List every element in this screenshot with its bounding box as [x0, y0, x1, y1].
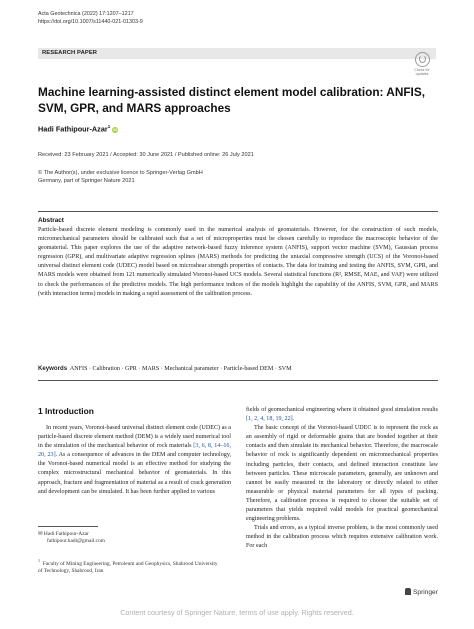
author-name[interactable]: Hadi Fathipour-Azar: [38, 124, 108, 134]
journal-info: [38, 10, 143, 26]
springer-horse-icon: [405, 588, 411, 595]
footnote-rule: [38, 526, 98, 527]
affiliation-sup: 1: [38, 558, 40, 563]
intro-paragraph-continued: [246, 406, 438, 424]
abstract-bottom-rule: [38, 380, 438, 381]
corr-author-name: Hadi Fathipour-Azar: [43, 531, 89, 537]
intro-p0-text-b: .: [292, 416, 295, 423]
keywords-line: [38, 365, 438, 372]
affiliation-text: Faculty of Mining Engineering, Petroleum and Geophysics, Shahrood University of Technology, Shahrood, Iran: [38, 560, 218, 575]
copyright-line2: Germany, part of Springer Nature 2021: [38, 177, 135, 184]
abstract-top-rule: [38, 211, 438, 212]
journal-citation: Acta Geotechnica (2022) 17:1207–1217: [38, 11, 134, 17]
corresponding-author-footnote: [38, 531, 105, 546]
intro-paragraph-3: Trials and errors, as a typical inverse problem, is the most commonly used method in the calibration process which requires extensive calibration work. For each: [246, 525, 438, 550]
intro-paragraph-1: [38, 424, 231, 497]
citation-link[interactable]: [3, 6, 8, 14–16, 20, 23]: [38, 443, 231, 459]
badge-line2: updates: [415, 72, 429, 77]
corr-author-email[interactable]: fathipour.hadi@gmail.com: [47, 538, 105, 545]
keywords-label: Keywords: [38, 365, 68, 372]
left-column: [38, 424, 231, 497]
copyright-line1: © The Author(s), under exclusive licence to Springer-Verlag GmbH: [38, 170, 203, 176]
badge-line1: Check for: [414, 68, 430, 72]
citation-link[interactable]: [1, 2, 4, 18, 19, 22]: [246, 416, 293, 423]
orcid-icon[interactable]: iD: [113, 126, 118, 132]
paper-title: Machine learning-assisted distinct element model calibration: ANFIS, SVM, GPR, and MARS approaches: [38, 85, 425, 115]
publisher-logo: [405, 588, 438, 596]
author-line: [38, 124, 118, 133]
affiliation-footnote: [38, 557, 223, 576]
check-for-updates-icon: [415, 52, 430, 67]
section-heading-introduction: 1 Introduction: [38, 406, 94, 416]
abstract-body: Particle-based discrete element modeling is commonly used in the numerical analysis of geomaterials. However, for the construction of such models, micromechanical parameters should be calibrated such that a set of microproperties must be chosen carefully to reproduce the macroscopic behavior of the geomaterial. This paper explores the use of the adaptive network-based fuzzy inference system (ANFIS), support vector machine (SVM), Gaussian process regression (GPR), and multivariate adaptive regression splines (MARS) methods for predicting the uniaxial compressive strength (UCS) of the Voronoi-based universal distinct element code (UDEC) model based on microshear strength properties of contacts. The data for training and testing the ANFIS, SVM, GPR, and MARS models were obtained from 121 numerically simulated Voronoi-based UCS models. Several statistical functions (R², RMSE, MAE, and VAF) were utilized to check the performances of the predictive models. The high performance indices of the models highlight the capability of the ANFIS, SVM, GPR, and MARS (with interaction terms) models in making a rapid assessment of the calibration process.: [38, 227, 438, 297]
intro-paragraph-2: The basic concept of the Voronoi-based UDEC is to represent the rock as an assembly of rigid or deformable grains that are bonded together at their contacts and then simulate its mechanical behavior. Therefore, the macroscale behavior of rock is significantly dependent on micromechanical properties including particles, their contacts, and defined interaction constitute law between particles. These microscale parameters, generally, are unknown and cannot be easily measured in the laboratory or directly related to either measurable or physical material parameters for all types of packing. Therefore, a calibration process is required to choose the suitable set of parameters that yields required valid models for practical geomechanical engineering problems.: [246, 425, 438, 523]
doi-link[interactable]: https://doi.org/10.1007/s11440-021-01303-9: [38, 19, 143, 25]
copyright-notice: [38, 170, 203, 185]
intro-p0-text-a: fields of geomechanical engineering where it obtained good simulation results: [246, 407, 438, 413]
intro-p1-text-b: . As a consequence of advances in the DEM and computer technology, the Voronoi-based numerical model is an effective method for studying the complex microstructural mechanical behavior of geomaterials. In this approach, fracture and fragmentation of material as a result of crack generation and development can be simulated. It has been further applied to various: [38, 452, 232, 495]
section-banner-label: RESEARCH PAPER: [42, 49, 98, 56]
abstract-heading: Abstract: [38, 217, 64, 224]
keywords-text: ANFIS · Calibration · GPR · MARS · Mechanical parameter · Particle-based DEM · SVM: [69, 366, 292, 372]
author-affiliation-sup: 1: [107, 124, 111, 129]
intro-p1-text-a: In recent years, Voronoi-based universal distinct element code (UDEC) as a particle-based discrete element method (DEM) is a widely used numerical tool in the simulation of the mechanical behavior of rock materials: [38, 425, 231, 450]
right-column: [246, 406, 438, 552]
courtesy-notice: Content courtesy of Springer Nature, terms of use apply. Rights reserved.: [120, 608, 354, 617]
section-banner: [38, 48, 436, 59]
check-for-updates-badge[interactable]: [411, 52, 433, 78]
publisher-name: Springer: [413, 589, 438, 596]
envelope-icon: ✉: [38, 531, 43, 537]
publication-dates: Received: 23 February 2021 / Accepted: 30 June 2021 / Published online: 26 July 2021: [38, 152, 254, 158]
